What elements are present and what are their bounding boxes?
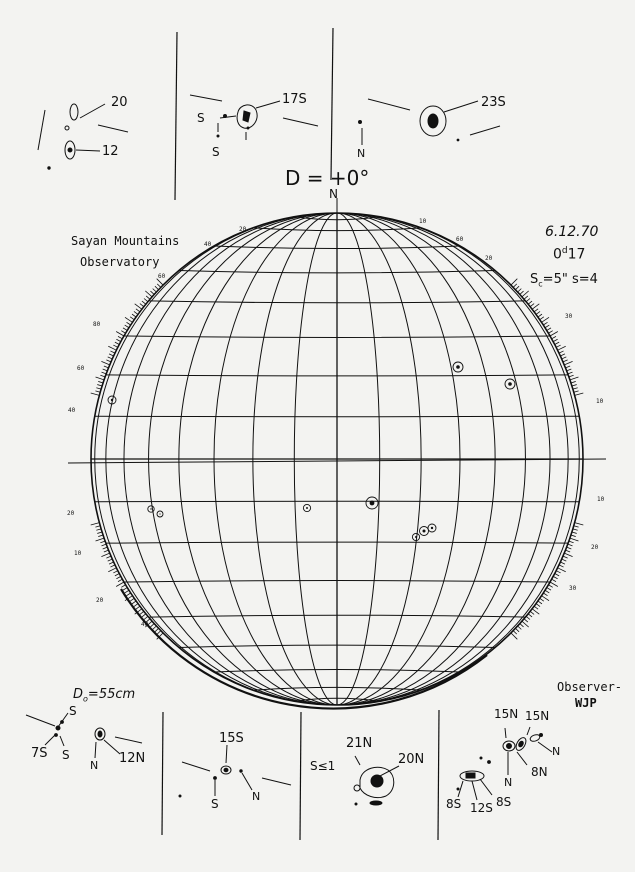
limb-scale-tick-east [118, 336, 122, 338]
limb-scale-tick-east [144, 616, 148, 619]
limb-scale-tick-west [558, 346, 566, 350]
limb-scale-tick-east [104, 366, 109, 368]
aperture-label [73, 688, 135, 704]
limb-scale-tick-east [91, 523, 100, 525]
sunspot-limb-umbra [111, 399, 113, 401]
seeing-s: S [530, 272, 539, 287]
sunspot-group-umbra [370, 501, 375, 506]
spot-label-12n: 12N [119, 751, 146, 766]
direction-s-b2: S [211, 797, 219, 811]
seeing-rest: =5" s=4 [542, 272, 598, 287]
limb-shading [121, 589, 487, 709]
limb-label-w5: 30 [569, 585, 577, 592]
limb-scale-tick-east [136, 606, 140, 609]
limb-scale-tick-east [98, 535, 103, 537]
limb-scale-tick-east [134, 311, 138, 314]
limb-scale-tick-west [572, 532, 577, 533]
limb-label-e6: 20 [96, 597, 104, 604]
seeing-conditions [530, 273, 598, 289]
time-tail: 17 [567, 246, 586, 263]
limb-scale-tick-east [121, 585, 125, 588]
limb-scale-tick-east [123, 328, 127, 331]
limb-scale-tick-east [91, 393, 100, 395]
observer-initials: WJP [575, 696, 597, 710]
limb-scale-tick-west [563, 360, 568, 362]
limb-scale-tick-west [574, 526, 579, 527]
direction-n-top: N [357, 147, 366, 160]
limb-scale-tick-west [540, 317, 544, 320]
spot-label-20n: 20N [398, 752, 425, 767]
limb-scale-tick-west [526, 299, 530, 302]
limb-scale-tick-west [564, 553, 572, 556]
limb-scale-tick-west [524, 619, 528, 622]
limb-scale-tick-east [115, 574, 119, 576]
limb-label-t5: 20 [485, 255, 493, 262]
limb-scale-tick-west [548, 585, 552, 588]
limb-scale-tick-west [565, 550, 570, 552]
limb-scale-tick-east [98, 381, 103, 383]
limb-scale-tick-east [116, 332, 124, 337]
bottom-inset-3-sketch [354, 756, 399, 805]
limb-scale-tick-east [125, 325, 129, 328]
observation-date: 6.12.70 [545, 224, 599, 240]
limb-scale-tick-west [518, 289, 522, 292]
limb-scale-tick-west [520, 624, 524, 627]
limb-scale-tick-west [555, 342, 559, 344]
limb-scale-tick-west [524, 296, 528, 299]
limb-scale-tick-west [568, 544, 573, 546]
spot-label-17s: 17S [282, 92, 307, 107]
direction-n-b4b: N [504, 776, 513, 789]
limb-scale-tick-east [115, 342, 119, 344]
limb-scale-tick-west [565, 366, 570, 368]
limb-label-w4: 20 [591, 544, 599, 551]
limb-scale-tick-west [528, 614, 532, 617]
spot-label-12: 12 [102, 144, 119, 159]
spot-label-15n-a: 15N [494, 707, 519, 721]
limb-scale-tick-west [520, 291, 524, 294]
limb-scale-tick-east [116, 339, 120, 341]
limb-scale-tick-west [562, 559, 567, 561]
limb-scale-tick-east [108, 346, 116, 350]
limb-scale-tick-west [563, 556, 568, 558]
limb-label-e8: 60 [158, 273, 166, 280]
limb-scale-tick-west [574, 391, 579, 392]
limb-scale-tick-east [157, 284, 161, 287]
limb-label-w3: 10 [597, 496, 605, 503]
spot-label-8n: 8N [531, 765, 548, 779]
direction-s-2: S [212, 145, 220, 159]
limb-scale-tick-west [534, 606, 538, 609]
direction-n-b4a: N [552, 745, 561, 758]
limb-scale-tick-east [110, 565, 115, 567]
limb-scale-tick-east [100, 541, 105, 543]
limb-scale-tick-east [136, 309, 140, 312]
limb-scale-tick-east [108, 559, 113, 561]
limb-scale-tick-west [575, 393, 584, 395]
limb-scale-tick-west [515, 286, 519, 289]
seeing-sub: c [538, 279, 543, 289]
direction-s-b1b: S [62, 748, 70, 762]
limb-scale-tick-east [116, 576, 120, 578]
limb-scale-tick-east [109, 354, 114, 356]
limb-scale-tick-west [571, 535, 576, 537]
limb-label-t2: 40 [204, 241, 212, 248]
limb-scale-tick-east [140, 304, 144, 307]
limb-scale-tick-west [536, 311, 540, 314]
limb-label-w1: 30 [565, 313, 573, 320]
sunspot-umbra [306, 507, 308, 509]
sunspot-umbra [159, 513, 160, 514]
spot-label-20: 20 [111, 95, 128, 110]
limb-scale-tick-west [560, 354, 565, 356]
limb-scale-tick-west [547, 588, 551, 591]
limb-scale-tick-west [564, 361, 572, 364]
spot-label-8s-a: 8S [446, 797, 462, 811]
observatory-type: Observatory [80, 255, 160, 269]
limb-scale-tick-west [553, 339, 557, 341]
limb-scale-tick-west [513, 284, 517, 287]
limb-scale-tick-west [545, 325, 549, 328]
limb-scale-tick-west [570, 377, 579, 380]
bottom-inset-4-sketch [457, 727, 552, 800]
sunspot-umbra [150, 508, 151, 509]
spot-label-7s: 7S [31, 746, 48, 761]
limb-scale-tick-east [96, 377, 105, 380]
limb-scale-tick-east [109, 562, 114, 564]
limb-scale-tick-east [150, 624, 154, 627]
limb-label-e2: 60 [77, 365, 85, 372]
limb-scale-tick-east [96, 538, 105, 541]
limb-scale-tick-east [108, 568, 116, 572]
limb-label-e4: 20 [67, 510, 75, 517]
limb-scale-tick-west [572, 385, 577, 386]
limb-scale-tick-east [125, 590, 129, 593]
limb-scale-tick-east [102, 544, 107, 546]
limb-scale-tick-east [103, 547, 108, 549]
limb-scale-tick-east [130, 317, 134, 320]
direction-n-b2: N [252, 790, 261, 803]
limb-scale-tick-east [96, 388, 101, 389]
limb-scale-tick-east [108, 357, 113, 359]
limb-scale-tick-west [573, 388, 578, 389]
limb-scale-tick-east [113, 345, 117, 347]
limb-scale-tick-west [547, 328, 551, 331]
limb-scale-tick-east [110, 351, 115, 353]
limb-scale-tick-west [569, 541, 574, 543]
limb-scale-tick-west [568, 372, 573, 374]
limb-label-t4: 10 [419, 218, 427, 225]
limb-label-e7: 40 [141, 621, 149, 628]
limb-scale-tick-east [121, 331, 125, 334]
limb-scale-tick-east [123, 588, 127, 591]
limb-scale-tick-east [132, 601, 136, 604]
limb-scale-tick-west [570, 538, 579, 541]
limb-scale-tick-east [132, 314, 136, 317]
limb-scale-tick-west [513, 631, 517, 634]
limb-scale-tick-west [571, 381, 576, 383]
spot-label-15s: 15S [219, 731, 244, 746]
limb-scale-tick-west [530, 304, 534, 307]
limb-scale-tick-east [116, 582, 124, 587]
limb-scale-tick-west [559, 565, 564, 567]
orientation-label: D = +0° [285, 166, 370, 190]
limb-scale-tick-west [543, 593, 547, 596]
limb-scale-tick-east [95, 526, 100, 527]
spot-label-8s-b: 8S [496, 795, 512, 809]
bottom-inset-dividers [162, 710, 439, 840]
limb-scale-tick-east [106, 556, 111, 558]
limb-scale-tick-west [538, 601, 542, 604]
solar-disk [68, 198, 606, 709]
limb-scale-tick-east [155, 628, 159, 631]
limb-scale-tick-east [140, 611, 144, 614]
limb-scale-tick-west [560, 562, 565, 564]
limb-scale-tick-west [552, 579, 556, 581]
limb-label-t1: 20 [239, 226, 247, 233]
sunspot-group-umbra [423, 530, 426, 533]
limb-scale-tick-east [97, 385, 102, 386]
limb-scale-tick-west [550, 582, 558, 587]
limb-scale-tick-west [540, 598, 544, 601]
direction-s-b1a: S [69, 704, 77, 718]
spot-label-12s: 12S [470, 801, 493, 815]
limb-scale-tick-east [96, 529, 101, 530]
sunspot-umbra [415, 536, 417, 538]
limb-scale-tick-east [113, 571, 117, 573]
limb-scale-tick-east [101, 361, 109, 364]
limb-label-e3: 40 [68, 407, 76, 414]
limb-scale-tick-east [142, 614, 146, 617]
limb-label-w2: 10 [596, 398, 604, 405]
limb-scale-tick-west [555, 574, 559, 576]
limb-scale-tick-east [102, 372, 107, 374]
spot-label-23s: 23S [481, 95, 506, 110]
limb-scale-tick-east [142, 301, 146, 304]
limb-scale-tick-west [553, 576, 557, 578]
limb-scale-tick-west [567, 369, 572, 371]
limb-scale-tick-west [528, 301, 532, 304]
limb-scale-tick-east [150, 291, 154, 294]
limb-scale-tick-east [126, 593, 130, 596]
limb-scale-tick-east [153, 289, 157, 292]
limb-scale-tick-west [567, 547, 572, 549]
sunspot-umbra [431, 527, 433, 529]
sunspot-group-umbra [456, 365, 460, 369]
spot-label-15n-b: 15N [525, 709, 550, 723]
limb-scale-tick-east [118, 579, 122, 581]
limb-scale-tick-west [556, 571, 560, 573]
limb-label-e5: 10 [74, 550, 82, 557]
spot-label-21n: 21N [346, 736, 373, 751]
top-inset-3-sketch [359, 99, 501, 145]
aperture-rest: =55cm [87, 687, 136, 702]
limb-label-e1: 80 [93, 321, 101, 328]
limb-scale-tick-east [134, 604, 138, 607]
limb-scale-tick-west [534, 309, 538, 312]
limb-scale-tick-west [575, 523, 584, 525]
direction-n-b1: N [90, 759, 99, 772]
limb-scale-tick-east [103, 369, 108, 371]
time-super: d [561, 246, 568, 256]
observer-label: Observer- [557, 680, 623, 694]
limb-scale-tick-east [101, 553, 109, 556]
limb-scale-tick-east [146, 296, 150, 299]
limb-scale-tick-west [526, 616, 530, 619]
limb-scale-tick-west [536, 604, 540, 607]
limb-scale-tick-east [153, 626, 157, 629]
observation-time [553, 247, 585, 262]
limb-scale-tick-west [515, 628, 519, 631]
limb-scale-tick-east [100, 375, 105, 377]
limb-scale-tick-west [548, 331, 552, 334]
limb-scale-tick-east [155, 286, 159, 289]
limb-scale-tick-west [545, 590, 549, 593]
limb-scale-tick-west [556, 345, 560, 347]
limb-scale-tick-west [538, 314, 542, 317]
top-inset-1-sketch [38, 104, 128, 169]
limb-scale-tick-west [518, 626, 522, 629]
limb-scale-tick-east [130, 598, 134, 601]
coordinate-grid [91, 213, 583, 705]
seeing-note: S≤1 [310, 759, 336, 773]
limb-scale-tick-east [97, 532, 102, 533]
limb-scale-tick-west [543, 322, 547, 325]
sunspot-group-umbra [508, 382, 512, 386]
aperture-sub: o [83, 694, 88, 704]
bottom-inset-2-sketch [179, 745, 291, 797]
limb-scale-tick-west [558, 568, 566, 572]
limb-scale-tick-west [559, 351, 564, 353]
limb-scale-tick-east [144, 299, 148, 302]
north-marker: N [329, 187, 338, 201]
limb-scale-tick-west [562, 357, 567, 359]
limb-scale-tick-east [95, 391, 100, 392]
limb-scale-tick-west [550, 332, 558, 337]
limb-scale-tick-west [552, 336, 556, 338]
time-main: 0 [553, 246, 562, 263]
limb-scale-tick-east [104, 550, 109, 552]
limb-scale-tick-west [530, 611, 534, 614]
limb-scale-tick-west [569, 375, 574, 377]
limb-scale-tick-west [573, 529, 578, 530]
limb-scale-tick-east [106, 360, 111, 362]
direction-s-1: S [197, 111, 205, 125]
aperture-d: D [73, 687, 84, 702]
limb-scale-tick-east [126, 322, 130, 325]
limb-scale-tick-east [157, 631, 161, 634]
observatory-name: Sayan Mountains [71, 234, 180, 248]
limb-label-t3: 60 [456, 236, 464, 243]
